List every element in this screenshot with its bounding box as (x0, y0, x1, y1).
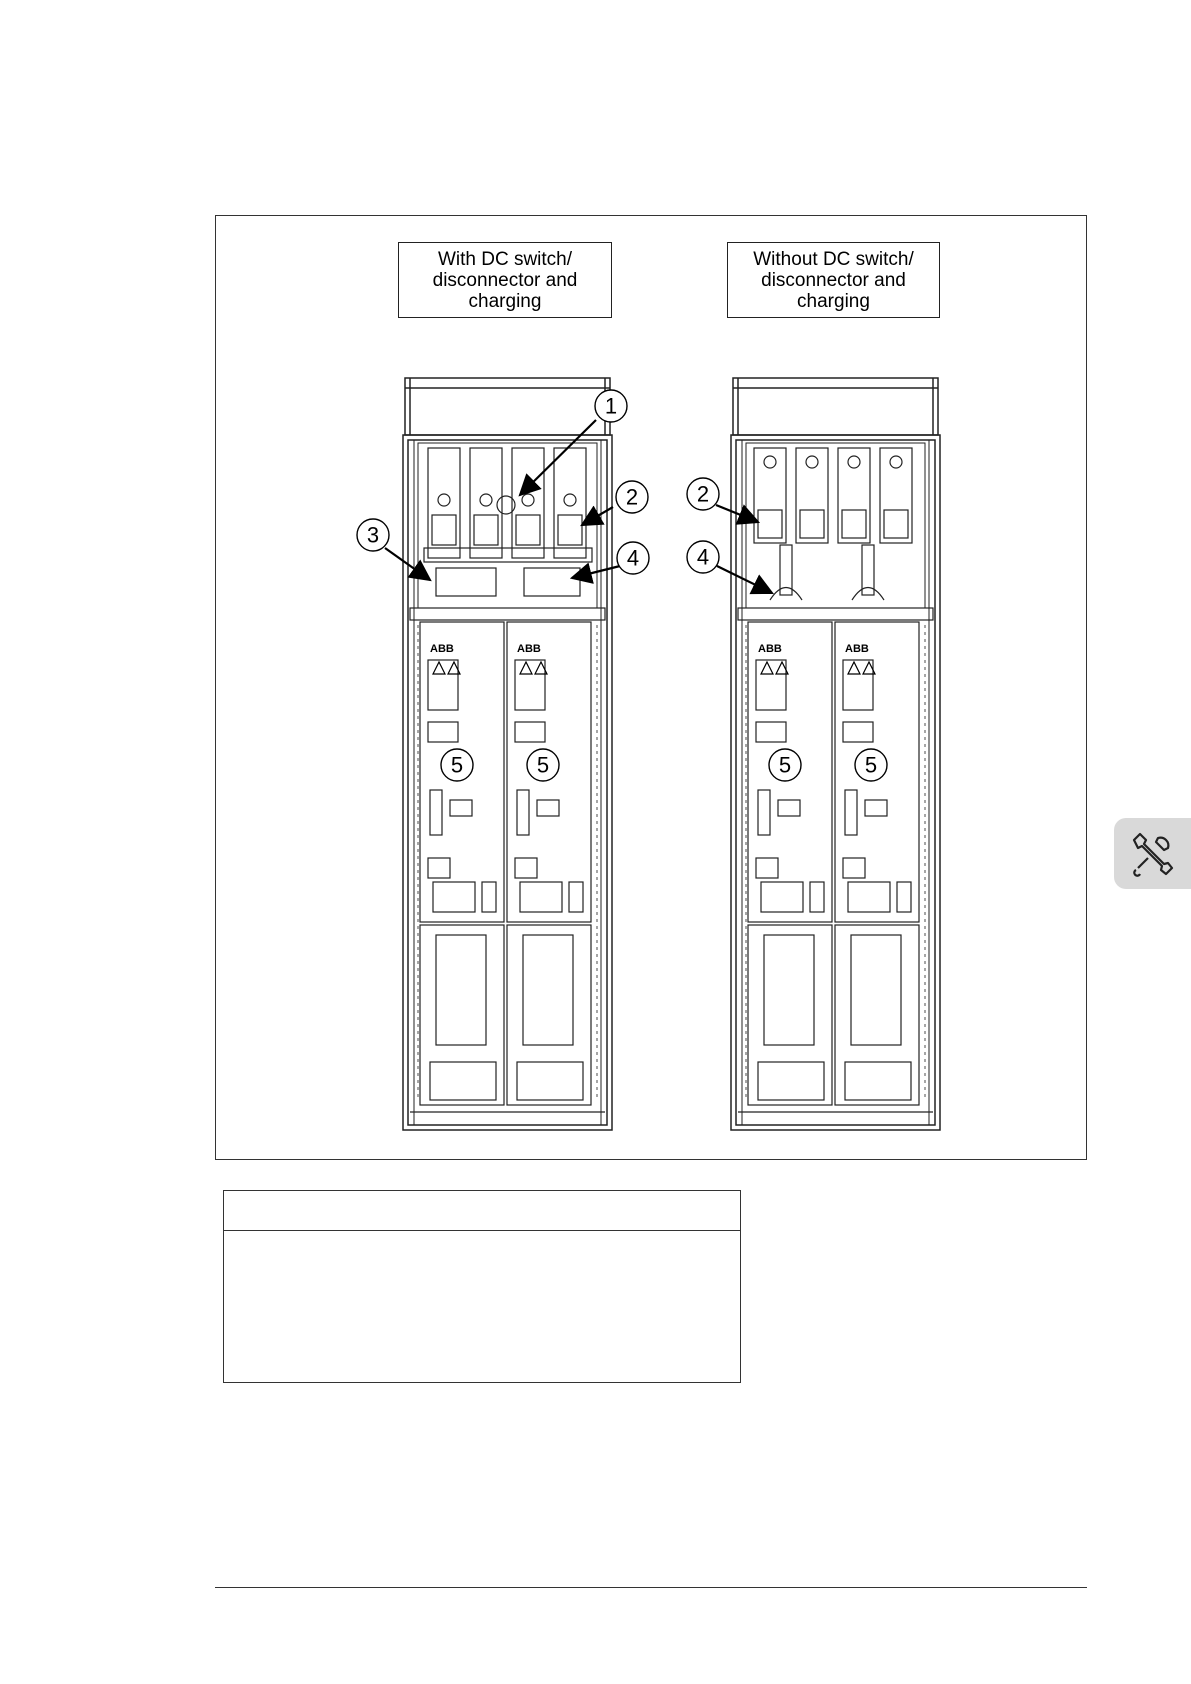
callout-label: 3 (366, 522, 380, 548)
left-cabinet (403, 378, 612, 1130)
callout-label: 4 (626, 545, 640, 571)
callout-label: 5 (864, 752, 878, 778)
maintenance-tab[interactable] (1114, 818, 1191, 889)
legend-header (224, 1191, 740, 1231)
caption-line: disconnector and (761, 269, 906, 291)
caption-line: disconnector and (432, 269, 578, 291)
callout-label: 4 (696, 544, 710, 570)
footer-rule (215, 1587, 1087, 1588)
warning-icon (761, 662, 875, 674)
callout-label: 2 (696, 481, 710, 507)
caption-line: charging (468, 290, 542, 312)
caption-line: Without DC switch/ (753, 248, 914, 270)
callout-label: 1 (604, 393, 618, 419)
legend-table (223, 1190, 741, 1383)
right-cabinet (731, 378, 940, 1130)
callout-label: 5 (536, 752, 550, 778)
abb-logo: ABB (758, 643, 782, 655)
caption-line: charging (797, 290, 870, 312)
callout-label: 5 (450, 752, 464, 778)
callout-label: 5 (778, 752, 792, 778)
abb-logo: ABB (845, 643, 869, 655)
caption-line: With DC switch/ (437, 248, 573, 270)
warning-icon (433, 662, 547, 674)
abb-logo: ABB (517, 643, 541, 655)
abb-logo: ABB (430, 643, 454, 655)
callout-label: 2 (625, 484, 639, 510)
wrench-icon (1128, 830, 1176, 878)
